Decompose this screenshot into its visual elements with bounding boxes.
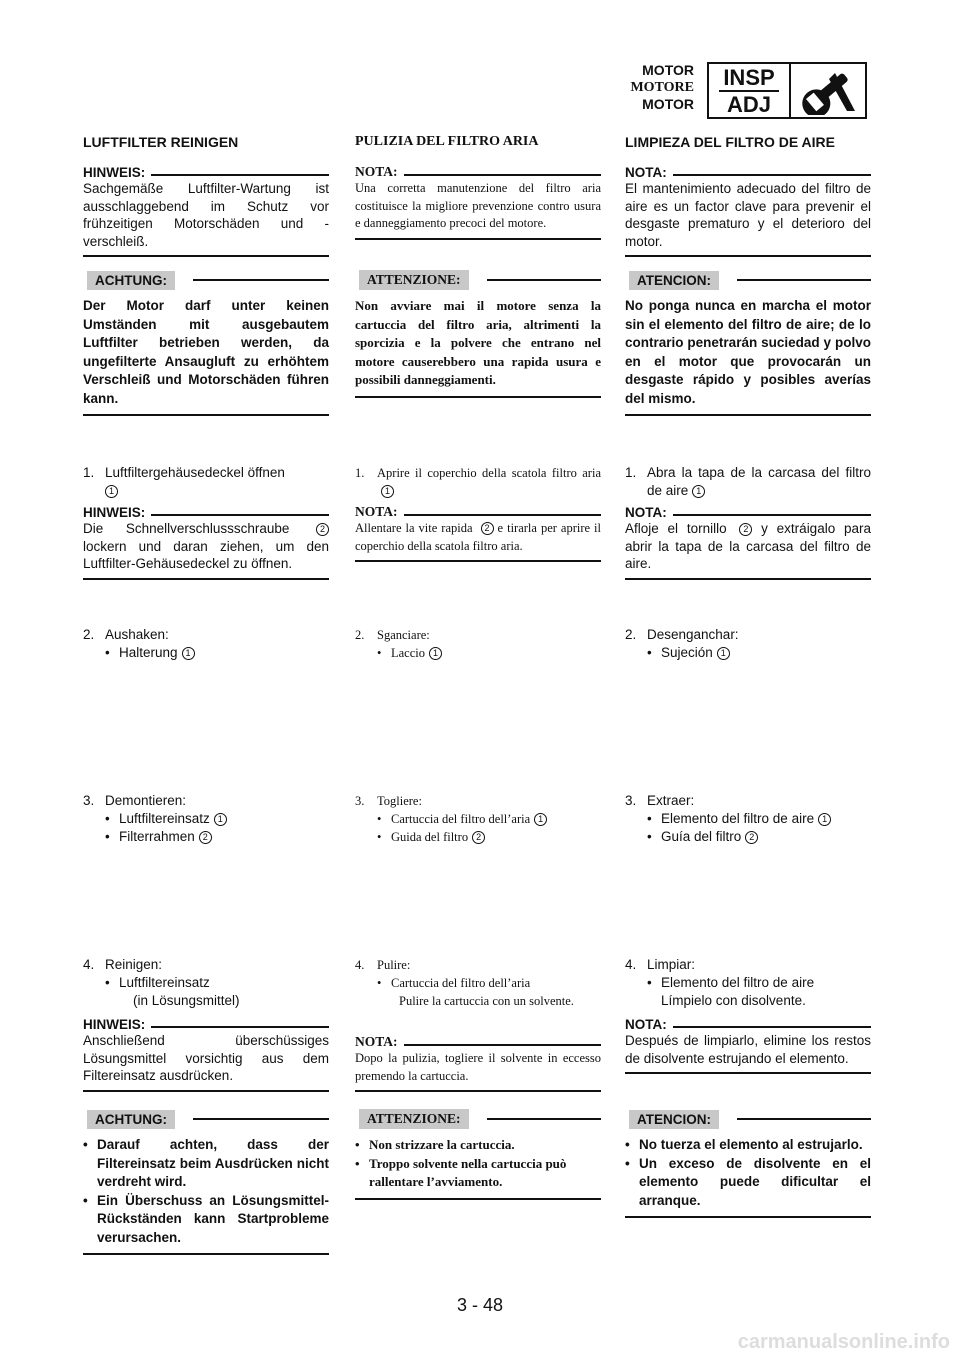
item-text: Cartuccia del filtro dell’aria — [391, 976, 531, 990]
caution-divider — [625, 1216, 871, 1218]
list-item: • Luftfiltereinsatz 1 — [83, 810, 329, 828]
step-3 — [625, 792, 871, 846]
caution-heading: ATTENZIONE: — [359, 270, 469, 290]
callout-1: 1 — [534, 813, 547, 826]
note-text: El mantenimiento adecuado del filtro de aire es un factor clave para prevenir el desgaste prematuro y el deterioro del motor. — [625, 181, 871, 249]
callout-1: 1 — [105, 485, 118, 498]
caution-item-text: Non strizzare la cartuccia. — [369, 1137, 515, 1152]
step-label: Aushaken: — [105, 627, 169, 642]
note-block-2 — [355, 502, 601, 562]
note-text: Después de limpiarlo, elimine los restos de disolvente estrujando el elemento. — [625, 1033, 871, 1066]
step-2 — [355, 626, 601, 662]
list-item: • Sujeción 1 — [625, 644, 871, 662]
note-text-a: Allentare la vite rapida — [355, 521, 473, 535]
step-label: Demontieren: — [105, 793, 187, 808]
note-block-3 — [625, 1014, 871, 1074]
caution-item: • Troppo solvente nella cartuccia può rallentare l’avviamento. — [355, 1155, 601, 1192]
note-text: Una corretta manutenzione del filtro aria costituisce la migliore prevenzione contro usura e danneggiamento precoci del motore. — [355, 181, 601, 230]
note-rule — [673, 1026, 871, 1028]
section-label-it: MOTORE — [630, 80, 694, 95]
item-subtext: Pulire la cartuccia con un solvente. — [399, 994, 574, 1008]
note-divider — [355, 560, 601, 562]
step-3 — [355, 792, 601, 846]
note-block — [355, 162, 601, 240]
note-text — [355, 520, 601, 555]
note-text: Dopo la pulizia, togliere il solvente in eccesso premendo la cartuccia. — [355, 1051, 601, 1083]
list-item: • Laccio 1 — [355, 644, 601, 662]
step-3 — [83, 792, 329, 846]
caution-rule — [193, 1118, 329, 1120]
step-4 — [625, 956, 871, 1010]
callout-1: 1 — [214, 813, 227, 826]
callout-2: 2 — [739, 523, 752, 536]
step-number: 4. — [355, 958, 365, 972]
caution-item-text: Ein Überschuss an Lösungsmittel-Rückständen kann Startprobleme verursachen. — [97, 1192, 329, 1245]
step-text — [647, 464, 871, 500]
step-label: Extraer: — [647, 793, 695, 808]
caution-text: Der Motor darf unter keinen Umständen mit ausgebautem Luftfilter betrieben werden, da ungefilterte Ansaugluft zu erhöhtem Verschleiß und Motorschäden führen kann. — [83, 298, 329, 406]
callout-2: 2 — [472, 831, 485, 844]
caution-divider — [83, 414, 329, 416]
list-item: • Cartuccia del filtro dell’aria — [377, 976, 531, 990]
note-rule — [151, 514, 329, 516]
caution-block — [625, 270, 871, 416]
step-number: 2. — [625, 627, 637, 642]
step-4 — [355, 956, 601, 1010]
list-item: • Guía del filtro 2 — [625, 828, 871, 846]
badge-adj: ADJ — [726, 91, 771, 117]
note-rule — [404, 1044, 602, 1046]
step-number: 1. — [625, 465, 637, 480]
note-text-a: Afloje el tornillo — [625, 521, 727, 536]
note-text — [83, 520, 329, 573]
note-divider — [83, 1090, 329, 1092]
step-label: Aprire il coperchio della scatola filtro aria — [377, 466, 601, 480]
item-text: Laccio — [391, 646, 426, 660]
caution-item-text: Troppo solvente nella cartuccia può rallentare l’avviamento. — [369, 1155, 567, 1189]
step-label: Abra la tapa de la carcasa del filtro de aire — [647, 465, 871, 498]
caution-item: • Un exceso de disolvente en el elemento puede dificultar el arranque. — [625, 1155, 871, 1211]
step-number: 2. — [83, 627, 95, 642]
note-block-2 — [625, 502, 871, 580]
note-rule — [673, 514, 871, 516]
list-item: • Halterung 1 — [83, 644, 329, 662]
caution-block-2 — [83, 1109, 329, 1255]
note-heading: HINWEIS: — [83, 165, 146, 180]
caution-rule — [193, 279, 329, 281]
step-label: Luftfiltergehäusedeckel öffnen — [105, 465, 285, 480]
callout-1: 1 — [429, 647, 442, 660]
item-text: Guía del filtro — [661, 829, 742, 844]
callout-2: 2 — [199, 831, 212, 844]
callout-1: 1 — [717, 647, 730, 660]
item-subtext: Límpielo con disolvente. — [661, 993, 806, 1008]
section-label-de: MOTOR — [642, 62, 694, 78]
callout-1: 1 — [692, 485, 705, 498]
step-label: Sganciare: — [377, 628, 430, 642]
note-divider — [625, 255, 871, 257]
badge-insp: INSP — [723, 64, 775, 90]
callout-2: 2 — [745, 831, 758, 844]
step-2 — [625, 626, 871, 662]
note-rule — [151, 174, 329, 176]
item-text: Guida del filtro — [391, 830, 469, 844]
step-number: 3. — [355, 794, 365, 808]
caution-item: • Non strizzare la cartuccia. — [355, 1136, 601, 1155]
callout-1: 1 — [182, 647, 195, 660]
step-1 — [625, 464, 871, 500]
item-text: Sujeción — [661, 645, 713, 660]
item-text: Halterung — [119, 645, 178, 660]
note-heading: NOTA: — [625, 165, 667, 180]
note-heading: NOTA: — [355, 1034, 398, 1049]
note-text-a: Die Schnellverschlussschraube — [83, 521, 290, 536]
note-text: Sachgemäße Luftfilter-Wartung ist ausschlaggebend im Schutz vor frühzeitigen Motorschäden und -verschleiß. — [83, 181, 329, 249]
caution-rule — [737, 1118, 871, 1120]
list-item: • Filterrahmen 2 — [83, 828, 329, 846]
caution-text: No ponga nunca en marcha el motor sin el elemento del filtro de aire; de lo contrario penetrarán suciedad y polvo en el motor que provocarán un desgaste rápido y posibles averías del mismo. — [625, 298, 871, 406]
caution-heading: ATTENZIONE: — [359, 1109, 469, 1129]
list-item: • Guida del filtro 2 — [355, 828, 601, 846]
caution-item-text: Un exceso de disolvente en el elemento puede dificultar el arranque. — [639, 1155, 871, 1208]
section-label — [630, 62, 694, 113]
note-block — [83, 162, 329, 257]
note-block-3 — [83, 1014, 329, 1092]
note-heading: HINWEIS: — [83, 1017, 146, 1032]
step-text — [377, 464, 601, 500]
caution-text: Non avviare mai il motore senza la cartuccia del filtro aria, altrimenti la sporcizia e la polvere che entrano nel motore causerebbero una rapida usura e possibili danneggiamenti. — [355, 298, 601, 387]
caution-heading: ATENCION: — [629, 1110, 719, 1129]
caution-item-text: No tuerza el elemento al estrujarlo. — [639, 1137, 863, 1152]
item-text: Filterrahmen — [119, 829, 195, 844]
step-number: 1. — [355, 466, 365, 480]
caution-item: • Ein Überschuss an Lösungsmittel-Rückständen kann Startprobleme verursachen. — [83, 1192, 329, 1248]
note-text-b: e tirarla per aprire il coperchio della scatola filtro aria. — [355, 521, 602, 553]
step-label: Limpiar: — [647, 957, 696, 972]
caution-item: • Darauf achten, dass der Filtereinsatz beim Ausdrücken nicht verdreht wird. — [83, 1136, 329, 1192]
step-label: Reinigen: — [105, 957, 163, 972]
section-title: LIMPIEZA DEL FILTRO DE AIRE — [625, 134, 835, 150]
note-rule — [151, 1026, 329, 1028]
item-text: Luftfiltereinsatz — [119, 975, 210, 990]
caution-divider — [355, 396, 601, 398]
note-heading: NOTA: — [625, 505, 667, 520]
callout-1: 1 — [381, 485, 394, 498]
note-text-b: lockern und daran ziehen, um den Luftfilter-Gehäusedeckel zu öffnen. — [83, 538, 329, 571]
note-block-2 — [83, 502, 329, 580]
list-item: • Luftfiltereinsatz — [105, 975, 210, 990]
caution-heading: ATENCION: — [629, 271, 719, 290]
note-divider — [83, 255, 329, 257]
note-divider — [625, 1072, 871, 1074]
step-label: Togliere: — [377, 794, 422, 808]
note-rule — [404, 514, 602, 516]
callout-2: 2 — [316, 523, 329, 536]
note-rule — [673, 174, 871, 176]
item-text: Elemento del filtro de aire — [661, 811, 815, 826]
step-1 — [83, 464, 329, 500]
section-title: LUFTFILTER REINIGEN — [83, 134, 239, 150]
caution-block — [83, 270, 329, 416]
step-2 — [83, 626, 329, 662]
step-number: 1. — [83, 465, 95, 480]
item-text: Cartuccia del filtro dell’aria — [391, 812, 531, 826]
caution-list — [83, 1136, 329, 1247]
note-text — [625, 520, 871, 573]
caution-heading: ACHTUNG: — [87, 1110, 175, 1129]
list-item: • Cartuccia del filtro dell’aria 1 — [355, 810, 601, 828]
caution-item: • No tuerza el elemento al estrujarlo. — [625, 1136, 871, 1155]
caution-list — [355, 1136, 601, 1192]
list-item: • Elemento del filtro de aire — [647, 975, 815, 990]
wrench-icon — [791, 64, 865, 117]
note-rule — [404, 174, 602, 176]
note-text: Anschließend überschüssiges Lösungsmittel vorsichtig aus dem Filtereinsatz ausdrücken. — [83, 1033, 329, 1083]
step-1 — [355, 464, 601, 500]
step-number: 4. — [83, 957, 95, 972]
watermark-footer: carmanualsonline.info — [737, 1331, 950, 1353]
note-divider — [83, 578, 329, 580]
note-heading: NOTA: — [355, 504, 398, 519]
insp-adj-badge — [707, 62, 867, 119]
caution-heading: ACHTUNG: — [87, 271, 175, 290]
badge-text — [709, 64, 791, 117]
note-text-b: y extráigalo para abrir la tapa de la carcasa del filtro de aire. — [625, 521, 871, 571]
caution-divider — [625, 414, 871, 416]
item-text: Luftfiltereinsatz — [119, 811, 210, 826]
caution-rule — [737, 279, 871, 281]
step-text — [105, 464, 329, 500]
callout-2: 2 — [481, 522, 494, 535]
caution-list — [625, 1136, 871, 1210]
item-subtext: (in Lösungsmittel) — [133, 993, 240, 1008]
step-4 — [83, 956, 329, 1010]
note-block — [625, 162, 871, 257]
callout-1: 1 — [818, 813, 831, 826]
caution-block-2 — [355, 1109, 601, 1200]
caution-rule — [487, 1118, 601, 1120]
caution-block — [355, 270, 601, 398]
note-heading: HINWEIS: — [83, 505, 146, 520]
caution-rule — [487, 279, 601, 281]
note-heading: NOTA: — [625, 1017, 667, 1032]
caution-divider — [83, 1253, 329, 1255]
step-number: 3. — [625, 793, 637, 808]
step-label: Pulire: — [377, 958, 411, 972]
note-heading: NOTA: — [355, 164, 398, 179]
note-divider — [355, 238, 601, 240]
page-number: 3 - 48 — [456, 1295, 504, 1315]
note-divider — [625, 578, 871, 580]
step-number: 4. — [625, 957, 637, 972]
item-text: Elemento del filtro de aire — [661, 975, 815, 990]
note-divider — [355, 1090, 601, 1092]
step-number: 3. — [83, 793, 95, 808]
caution-item-text: Darauf achten, dass der Filtereinsatz beim Ausdrücken nicht verdreht wird. — [97, 1137, 329, 1189]
note-block-3 — [355, 1032, 601, 1092]
list-item: • Elemento del filtro de aire 1 — [625, 810, 871, 828]
caution-block-2 — [625, 1109, 871, 1218]
step-number: 2. — [355, 628, 365, 642]
section-label-es: MOTOR — [642, 96, 694, 112]
step-label: Desenganchar: — [647, 627, 739, 642]
section-title: PULIZIA DEL FILTRO ARIA — [355, 134, 539, 149]
caution-divider — [355, 1198, 601, 1200]
